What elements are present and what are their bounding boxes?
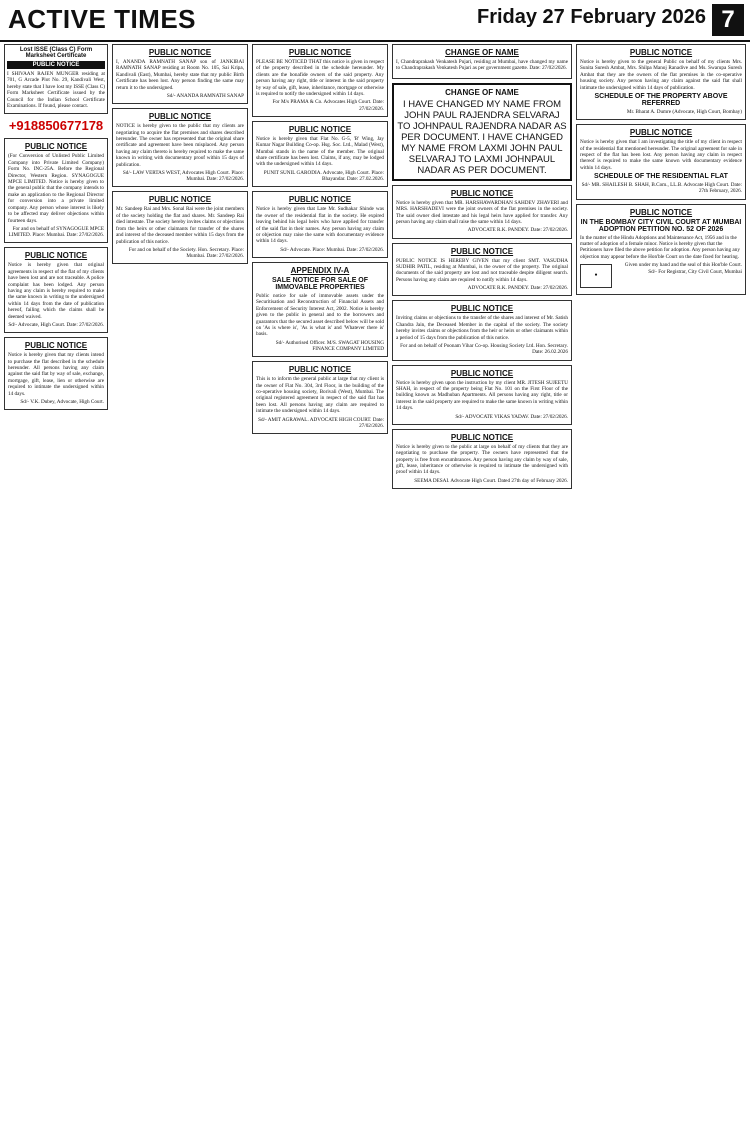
newspaper-title: ACTIVE TIMES xyxy=(8,4,197,34)
column-4 xyxy=(392,44,572,1144)
notice-body: Notice is hereby given that I am investigating the title of my client in respect of the residential flat mentioned hereunder. The original agreement for sale in respect of the flat has been lost. Any person having any claim in respect thereof is required to make the same known with documentary evidence within 14 days. xyxy=(580,139,742,171)
notice-signature: For and on behalf of Poonam Vihar Co-op. Housing Society Ltd. Hon. Secretary. Date: 26.02.2026 xyxy=(400,343,568,356)
notice-body: (For Conversion of Unlisted Public Limited Company into Private Limited Company) Form No. INC-25A. Before the Regional Director, Western Region. SYNAGOGUE MPCE LIMITED. Notice is hereby given to the general public that the company intends to make an application to the Regional Director for conversion into a private limited company. Any person whose interest is likely to be affected may deliver objections within fourteen days. xyxy=(8,153,104,224)
lost-ad-subtitle: Marksheet Certificate xyxy=(25,53,87,59)
notice-body: Notice is hereby given upon the instruction by my client MR. JITESH SUJEETU SHAH, in respect of the property being Flat No. 101 on the First Floor of the building known as Madhuban Apartments. All persons having any right, title or interest in the said property are required to make the same known in writing within 14 days. xyxy=(396,379,569,412)
public-notice xyxy=(392,300,572,360)
notice-body: Notice is hereby given that my clients intend to purchase the flat described in the schedule hereunder. All persons having any claim against the said flat by way of sale, exchange, mortgage, gift, lease, lien or otherwise are required to intimate the undersigned within 14 days. xyxy=(8,352,104,397)
notice-title: PUBLIC NOTICE xyxy=(24,251,88,261)
notice-title: PUBLIC NOTICE xyxy=(288,365,352,375)
court-heading: IN THE BOMBAY CITY CIVIL COURT AT MUMBAI ADOPTION PETITION NO. 52 OF 2026 xyxy=(580,218,742,233)
public-notice xyxy=(4,138,108,243)
schedule-heading: SCHEDULE OF THE RESIDENTIAL FLAT xyxy=(594,173,728,181)
notice-body: This is to inform the general public at large that my client is the owner of Flat No. 304, 3rd Floor, in the building of the co-operative housing society, Borivali (West), Mumbai. The original registered agreement in respect of the said flat has been lost. All persons having any claim are required to intimate the undersigned within 14 days. xyxy=(256,376,384,415)
court-notice-body: In the matter of the Hindu Adoptions and Maintenance Act, 1956 and in the matter of adoption of a female minor. Notice is hereby given that the Petitioners have filed the above petition for adoption. Any person having any objection may appear before the Hon'ble Court on the date fixed for hearing. xyxy=(580,234,740,260)
public-notice xyxy=(252,191,388,258)
sale-notice xyxy=(252,262,388,357)
notice-title: PUBLIC NOTICE xyxy=(148,112,212,122)
notice-title: PUBLIC NOTICE xyxy=(450,432,514,442)
notice-title: PUBLIC NOTICE xyxy=(450,246,514,256)
notice-signature: Sd/- V.K. Dubey, Advocate, High Court. xyxy=(20,399,104,406)
notice-signature: Sd/- Advocate. Place: Mumbai. Date: 27/02/2026. xyxy=(280,246,384,253)
page-number: 7 xyxy=(712,4,744,36)
contact-phone: +918850677178 xyxy=(8,118,104,134)
notice-body: PUBLIC NOTICE IS HEREBY GIVEN that my client SMT. VASUDHA SUDHIR PATIL, residing at Mumbai, is the owner of the property. The original documents of the said property are lost and not traceable despite diligent search. Persons having any claim are required to notify within 14 days. xyxy=(396,257,568,283)
lost-ad-title: Lost ISSE (Class C) Form xyxy=(19,47,93,53)
notice-title: PUBLIC NOTICE xyxy=(450,188,514,198)
notice-signature: Sd/- Advocate, High Court. Date: 27/02/2026. xyxy=(8,321,104,328)
notice-body: NOTICE is hereby given to the public that my clients are negotiating to acquire the flat premises and shares described hereunder. The owner has represented that the original share certificate and agreement have been misplaced. Any person having any claim thereto is hereby required to make the same known in writing with documentary proof within 15 days of publication. xyxy=(116,123,244,168)
notice-title: PUBLIC NOTICE xyxy=(148,48,212,57)
public-notice xyxy=(112,191,248,264)
notice-body: Notice is hereby given that Late Mr. Sudhakar Shinde was the owner of the residential flat in the society. He expired leaving behind his legal heirs who have applied for transfer of the said flat in their names. Any person having any claim or objection may raise the same with documentary evidence within 14 days. xyxy=(256,206,384,245)
public-notice xyxy=(392,365,572,425)
masthead xyxy=(0,0,750,42)
issue-date: Friday 27 February 2026 xyxy=(476,6,706,28)
sale-notice-subtitle: SALE NOTICE FOR SALE OF IMMOVABLE PROPERTIES xyxy=(271,276,369,291)
public-notice xyxy=(576,124,746,199)
public-notice xyxy=(252,361,388,434)
court-notice-signature: Given under my hand and the seal of this Hon'ble Court. Sd/- For Registrar, City Civil Court, Mumbai xyxy=(624,262,742,275)
notice-signature: Sd/- MR. SHAILESH B. SHAH, B.Com., LL.B. Advocate High Court. Date: 27th February, 2026. xyxy=(581,182,742,195)
lost-ad-banner: PUBLIC NOTICE xyxy=(7,61,105,69)
notice-body: Notice is hereby given that Flat No. G-5, 'B' Wing, Jay Kumar Nagar Building Co-op. Hsg. Soc. Ltd., Malad (West), Mumbai stands in the name of the member. The original share certificate has been lost. Claims, if any, may be lodged with the undersigned within 14 days. xyxy=(256,135,384,168)
notice-title: PUBLIC NOTICE xyxy=(288,195,352,205)
column-3 xyxy=(252,44,388,1144)
notice-body: Notice is hereby given that original agreements in respect of the flat of my clients have been lost and are not traceable. A police complaint has been lodged. Any person having any claim is hereby required to make the same known in writing to the undersigned within 14 days from the date of publication hereof, failing which the claims shall be deemed waived. xyxy=(8,262,104,320)
notice-body: PLEASE BE NOTICED THAT this notice is given in respect of the property described in the schedule hereunder. My clients are the bonafide owners of the said property. Any person having any right, title or interest in the said property by way of sale, gift, lease, inheritance, mortgage or otherwise is required to notify the undersigned within 14 days. xyxy=(256,59,384,98)
schedule-heading: SCHEDULE OF THE PROPERTY ABOVE REFERRED xyxy=(594,93,728,108)
notice-signature: ADVOCATE R.K. PANDEY. Date: 27/02/2026. xyxy=(467,285,568,292)
public-notice xyxy=(4,337,108,410)
lost-marksheet-ad xyxy=(4,44,108,114)
notice-title: PUBLIC NOTICE xyxy=(629,128,693,138)
public-notice xyxy=(4,247,108,333)
court-notice-title: PUBLIC NOTICE xyxy=(629,207,693,217)
notice-title: PUBLIC NOTICE xyxy=(288,124,352,134)
notice-signature: PUNIT SUNIL GARODIA. Advocate, High Court. Place: Bhayandar. Date: 27.02.2026. xyxy=(263,169,384,183)
public-notice xyxy=(392,243,572,297)
public-notice xyxy=(112,44,248,104)
lost-ad-body: I SHIVAAN RAJEN MUNGER residing at 701, G Arcade Plot No. 29, Kandivali West, hereby state that I have lost my ISSE (Class C) Form Marksheet Certificate issued by the Council for the Indian School Certificate Examinations. If found, please contact. xyxy=(7,71,105,110)
public-notice xyxy=(392,429,572,489)
column-1 xyxy=(4,44,108,1144)
notice-signature: ADVOCATE R.K. PANDEY. Date: 27/02/2026. xyxy=(467,227,568,234)
notice-signature: Sd/- AMIT AGRAWAL. ADVOCATE HIGH COURT. Date: 27/02/2026. xyxy=(258,416,384,429)
public-notice xyxy=(252,121,388,187)
column-5 xyxy=(576,44,746,1144)
notice-signature: Sd/- ADVOCATE VIKAS YADAV. Date: 27/02/2026. xyxy=(455,413,568,420)
notice-body: Notice is hereby given to the public at large on behalf of my clients that they are negotiating to purchase the property. The owners have represented that the property is free from encumbrances. Any person having any claim by way of sale, gift, lease, inheritance or otherwise is required to intimate the undersigned with proof within 14 days. xyxy=(396,443,568,476)
court-notice xyxy=(576,204,746,296)
notice-title: PUBLIC NOTICE xyxy=(148,195,212,205)
court-seal-icon: ● xyxy=(580,264,612,288)
notice-title: CHANGE OF NAME xyxy=(445,48,519,57)
notice-body: Inviting claims or objections to the transfer of the shares and interest of Mr. Satish Chandra Jain, the Deceased Member in the capital of the society. The society hereby invites claims or objections from the heir or heirs or other claimants within a period of 15 days from the publication of this notice. xyxy=(396,315,568,341)
notice-body: I, Chandraprakash Venkatesh Pujari, residing at Mumbai, have changed my name to Chandraprakash Venkatesh Pujari as per government gazette. Date: 27/02/2026. xyxy=(396,59,568,72)
change-of-name-text: I HAVE CHANGED MY NAME FROM JOHN PAUL RAJENDRA SELVARAJ TO JOHNPAUL RAJENDRA NADAR AS PER DOCUMENT. I HAVE CHANGED MY NAME FROM LAXMI JOHN PAUL SELVARAJ TO LAXMI JOHNPAUL NADAR AS PER DOCUMENT. xyxy=(397,98,567,176)
public-notice xyxy=(252,44,388,117)
sale-notice-title: APPENDIX IV-A xyxy=(290,265,350,275)
public-notice xyxy=(112,108,248,187)
notice-signature: For and on behalf of the Society. Hon. Secretary. Place: Mumbai. Date: 27/02/2026. xyxy=(128,246,244,260)
notice-body: Notice is hereby given that MR. HARSHAWARDHAN SAHDEV ZHAVERI and MRS. HARSHADEVI were the joint owners of the flat premises in the society. The said owner died intestate and his legal heirs have applied for transfer. Any person having any claim shall raise the same within 14 days. xyxy=(396,199,568,226)
notice-title: PUBLIC NOTICE xyxy=(629,48,693,57)
public-notice xyxy=(392,185,572,239)
notice-title: PUBLIC NOTICE xyxy=(24,142,88,152)
notice-body: Notice is hereby given to the general Public on behalf of my clients Mrs. Sunita Suresh Ambat, Mrs. Shilpa Manoj Ranadive and Ms. Swarupa Suresh Ambat that they are the owners of the flat premises in the co-operative housing society. Any person having any claim against the said flat shall intimate the undersigned within 14 days of publication. xyxy=(580,59,742,91)
notice-signature: Mr. Bharat A. Dumre (Advocate, High Court, Bombay) xyxy=(626,109,742,116)
change-of-name-header: CHANGE OF NAME xyxy=(445,87,519,97)
change-of-name-display-ad xyxy=(392,83,572,181)
notice-title: PUBLIC NOTICE xyxy=(24,341,88,351)
change-of-name-notice xyxy=(392,44,572,79)
notice-signature: For M/s PRAMA & Co. Advocates High Court. Date: 27/02/2026. xyxy=(272,99,384,112)
public-notice xyxy=(576,44,746,120)
column-2 xyxy=(112,44,248,1144)
notice-title: PUBLIC NOTICE xyxy=(450,304,514,314)
notice-body: I, ANANDA RAMNATH SANAP son of JANKIBAI RAMNATH SANAP residing at Room No. 105, Sai Kripa, Kandivali (East), Mumbai, hereby state that my public Birth Certificate has been lost. Any person finding the same may return it to the undersigned. xyxy=(116,59,244,91)
notice-signature: SEEMA DESAI. Advocate High Court. Dated 27th day of February 2026. xyxy=(414,477,568,484)
notice-signature: Sd/- ANANDA RAMNATH SANAP xyxy=(166,93,244,100)
notice-signature: For and on behalf of SYNAGOGUE MPCE LIMITED. Place: Mumbai. Date: 27/02/2026. xyxy=(8,225,104,239)
notice-title: PUBLIC NOTICE xyxy=(450,368,514,378)
notice-title: PUBLIC NOTICE xyxy=(288,48,352,57)
sale-notice-body: Public notice for sale of immovable assets under the Securitisation and Reconstruction of Financial Assets and Enforcement of Security Interest Act, 2002. Notice is hereby given to the public in general and to the borrowers and guarantors that the secured asset described below will be sold on 'As is where is', 'As is what is' and 'Whatever there is' basis. xyxy=(256,292,384,338)
notice-body: Mr. Sandeep Rai and Mrs. Sonal Rai were the joint members of the society holding the flat and shares. Mr. Sandeep Rai died intestate. The society hereby invites claims or objections from the heirs or other claimants for transfer of the shares and interest of the deceased member within 15 days from the publication of this notice. xyxy=(116,206,244,245)
sale-notice-signature: Sd/- Authorised Officer. M/S. SWAGAT HOUSING FINANCE COMPANY LIMITED xyxy=(275,339,384,352)
notice-signature: Sd/- LAW VERTAS WEST, Advocates High Court. Place: Mumbai. Date: 27/02/2026. xyxy=(122,170,244,183)
